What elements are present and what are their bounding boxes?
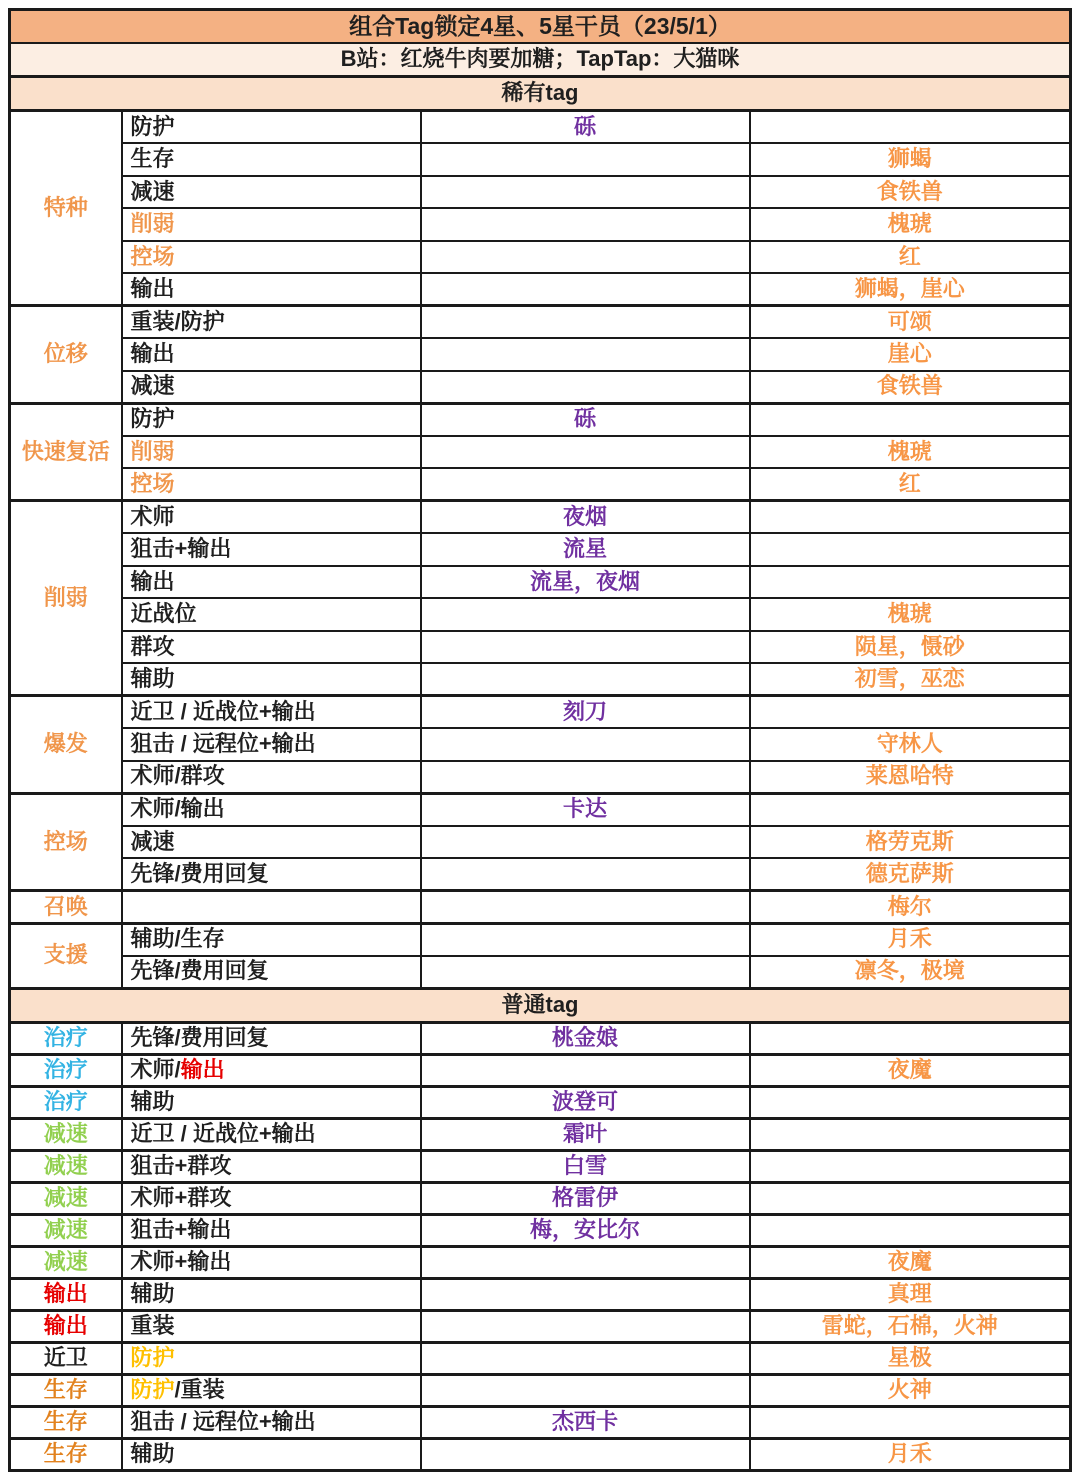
tag-cell — [122, 273, 421, 306]
table-row — [10, 1374, 1071, 1406]
table-row — [10, 111, 1071, 144]
tag-text: 近卫 / 近战位+输出 — [130, 698, 316, 724]
table-row — [10, 468, 1071, 501]
tag-text: 狙击+输出 — [130, 1216, 232, 1242]
tag-cell — [122, 793, 421, 826]
table-row — [10, 1342, 1071, 1374]
category-cell: 减速 — [10, 1118, 122, 1150]
tag-text: 生存 — [130, 146, 175, 172]
table-row — [10, 826, 1071, 859]
star5-operators-cell: 雷蛇，石棉，火神 — [750, 1310, 1071, 1342]
star5-operators-cell — [750, 1182, 1071, 1214]
table-row — [10, 566, 1071, 599]
star5-operators-cell — [750, 566, 1071, 599]
tag-cell — [122, 761, 421, 794]
tag-text: 先锋/费用回复 — [130, 860, 269, 886]
category-cell: 生存 — [10, 1438, 122, 1470]
tag-text: 狙击+群攻 — [130, 1152, 232, 1178]
star5-operators-cell: 守林人 — [750, 728, 1071, 761]
star4-operators-cell: 白雪 — [421, 1150, 750, 1182]
tag-cell — [122, 598, 421, 631]
tag-cell — [122, 956, 421, 989]
star5-operators-cell — [750, 403, 1071, 436]
category-cell: 生存 — [10, 1374, 122, 1406]
star4-operators-cell — [421, 1246, 750, 1278]
tag-text: 辅助/生存 — [130, 926, 225, 952]
tag-cell — [122, 176, 421, 209]
category-cell: 召唤 — [10, 891, 122, 924]
star5-operators-cell: 梅尔 — [750, 891, 1071, 924]
tag-text: 防护 — [130, 1376, 175, 1402]
table-row — [10, 176, 1071, 209]
tag-cell — [122, 143, 421, 176]
tag-cell — [122, 403, 421, 436]
star5-operators-cell — [750, 793, 1071, 826]
star5-operators-cell: 可颂 — [750, 306, 1071, 339]
category-cell: 生存 — [10, 1406, 122, 1438]
tag-text: 辅助 — [130, 1440, 175, 1466]
star5-operators-cell: 食铁兽 — [750, 371, 1071, 404]
star4-operators-cell: 梅，安比尔 — [421, 1214, 750, 1246]
tag-cell — [122, 1310, 421, 1342]
star5-operators-cell: 夜魔 — [750, 1246, 1071, 1278]
tag-text: 狙击 / 远程位+输出 — [130, 731, 316, 757]
tag-cell — [122, 111, 421, 144]
tag-text: 输出 — [130, 341, 175, 367]
tag-text: 重装/防护 — [130, 308, 225, 334]
star4-operators-cell: 桃金娘 — [421, 1022, 750, 1054]
star4-operators-cell — [421, 728, 750, 761]
tag-text: 削弱 — [130, 211, 175, 237]
tag-cell — [122, 1086, 421, 1118]
star4-operators-cell: 刻刀 — [421, 696, 750, 729]
star5-operators-cell: 食铁兽 — [750, 176, 1071, 209]
tag-cell — [122, 241, 421, 274]
star5-operators-cell: 月禾 — [750, 923, 1071, 956]
section-header-rare: 稀有tag — [10, 77, 1071, 111]
table-row — [10, 1022, 1071, 1054]
table-row — [10, 956, 1071, 989]
tag-text: 术师/群攻 — [130, 763, 225, 789]
table-row — [10, 436, 1071, 469]
tag-cell — [122, 1374, 421, 1406]
star4-operators-cell — [421, 1438, 750, 1470]
star4-operators-cell: 波登可 — [421, 1086, 750, 1118]
category-cell: 位移 — [10, 306, 122, 404]
table-row — [10, 696, 1071, 729]
rare-tag-rows — [10, 111, 1071, 989]
tag-cell — [122, 468, 421, 501]
table-row — [10, 1246, 1071, 1278]
category-cell: 输出 — [10, 1310, 122, 1342]
tag-cell — [122, 1246, 421, 1278]
star4-operators-cell: 霜叶 — [421, 1118, 750, 1150]
tag-text: 先锋/费用回复 — [130, 1024, 269, 1050]
star5-operators-cell: 夜魔 — [750, 1054, 1071, 1086]
star4-operators-cell — [421, 338, 750, 371]
star5-operators-cell: 狮蝎 — [750, 143, 1071, 176]
tag-cell — [122, 566, 421, 599]
star4-operators-cell — [421, 306, 750, 339]
category-cell: 治疗 — [10, 1054, 122, 1086]
star4-operators-cell — [421, 858, 750, 891]
table-row — [10, 533, 1071, 566]
tag-text: /重装 — [174, 1376, 225, 1402]
table-row — [10, 988, 1071, 1022]
tag-text: 辅助 — [130, 1280, 175, 1306]
star5-operators-cell: 莱恩哈特 — [750, 761, 1071, 794]
tag-text: 输出 — [130, 275, 175, 301]
category-cell: 减速 — [10, 1182, 122, 1214]
star4-operators-cell: 流星 — [421, 533, 750, 566]
category-cell: 减速 — [10, 1150, 122, 1182]
star5-operators-cell: 红 — [750, 468, 1071, 501]
star4-operators-cell — [421, 176, 750, 209]
star4-operators-cell — [421, 371, 750, 404]
star4-operators-cell: 夜烟 — [421, 501, 750, 534]
star5-operators-cell — [750, 111, 1071, 144]
star4-operators-cell — [421, 468, 750, 501]
star4-operators-cell — [421, 273, 750, 306]
table-row — [10, 923, 1071, 956]
star5-operators-cell: 槐琥 — [750, 208, 1071, 241]
star4-operators-cell: 流星，夜烟 — [421, 566, 750, 599]
table-row — [10, 1086, 1071, 1118]
star4-operators-cell — [421, 143, 750, 176]
table-row — [10, 728, 1071, 761]
table-row — [10, 858, 1071, 891]
star5-operators-cell — [750, 501, 1071, 534]
star4-operators-cell — [421, 891, 750, 924]
star4-operators-cell — [421, 208, 750, 241]
category-cell: 治疗 — [10, 1022, 122, 1054]
table-row — [10, 43, 1071, 77]
common-head-section — [10, 988, 1071, 1022]
star5-operators-cell: 真理 — [750, 1278, 1071, 1310]
table-row — [10, 1438, 1071, 1470]
tag-text: 辅助 — [130, 665, 175, 691]
star5-operators-cell: 槐琥 — [750, 436, 1071, 469]
tag-cell — [122, 306, 421, 339]
table-row — [10, 501, 1071, 534]
star5-operators-cell — [750, 1150, 1071, 1182]
star4-operators-cell — [421, 1278, 750, 1310]
category-cell: 特种 — [10, 111, 122, 306]
tag-text: 近战位 — [130, 601, 197, 627]
star5-operators-cell: 凛冬，极境 — [750, 956, 1071, 989]
tag-text: 重装 — [130, 1312, 175, 1338]
tag-cell — [122, 371, 421, 404]
star4-operators-cell: 杰西卡 — [421, 1406, 750, 1438]
star5-operators-cell: 红 — [750, 241, 1071, 274]
tag-cell — [122, 923, 421, 956]
table-row — [10, 338, 1071, 371]
star5-operators-cell: 月禾 — [750, 1438, 1071, 1470]
star4-operators-cell — [421, 598, 750, 631]
tag-cell — [122, 501, 421, 534]
table-row — [10, 1214, 1071, 1246]
tag-text: 削弱 — [130, 438, 175, 464]
category-cell: 快速复活 — [10, 403, 122, 501]
table-head-section — [10, 10, 1071, 111]
tag-cell — [122, 338, 421, 371]
star4-operators-cell — [421, 761, 750, 794]
tag-text: 减速 — [130, 178, 175, 204]
tag-text: 辅助 — [130, 1088, 175, 1114]
star5-operators-cell: 火神 — [750, 1374, 1071, 1406]
category-cell: 减速 — [10, 1214, 122, 1246]
star4-operators-cell — [421, 631, 750, 664]
star5-operators-cell: 槐琥 — [750, 598, 1071, 631]
tag-cell — [122, 1054, 421, 1086]
star5-operators-cell: 德克萨斯 — [750, 858, 1071, 891]
star5-operators-cell: 格劳克斯 — [750, 826, 1071, 859]
table-row — [10, 761, 1071, 794]
table-row — [10, 1182, 1071, 1214]
tag-text: 狙击+输出 — [130, 536, 232, 562]
tag-text: 术师/输出 — [130, 796, 225, 822]
tag-text: 防护 — [130, 1344, 175, 1370]
star4-operators-cell — [421, 1310, 750, 1342]
table-row — [10, 208, 1071, 241]
star5-operators-cell — [750, 1406, 1071, 1438]
tag-cell — [122, 208, 421, 241]
table-row — [10, 793, 1071, 826]
star4-operators-cell — [421, 923, 750, 956]
table-row — [10, 1310, 1071, 1342]
star4-operators-cell — [421, 1342, 750, 1374]
star5-operators-cell — [750, 1086, 1071, 1118]
star5-operators-cell — [750, 1118, 1071, 1150]
star5-operators-cell: 星极 — [750, 1342, 1071, 1374]
recruit-tag-table — [8, 8, 1072, 1472]
table-row — [10, 1118, 1071, 1150]
star4-operators-cell — [421, 436, 750, 469]
tag-text: 术师+群攻 — [130, 1184, 232, 1210]
tag-text: 近卫 / 近战位+输出 — [130, 1120, 316, 1146]
category-cell: 控场 — [10, 793, 122, 891]
tag-cell — [122, 631, 421, 664]
star4-operators-cell — [421, 1374, 750, 1406]
tag-cell — [122, 1278, 421, 1310]
tag-cell — [122, 1214, 421, 1246]
star5-operators-cell — [750, 1022, 1071, 1054]
tag-cell — [122, 1150, 421, 1182]
tag-cell — [122, 436, 421, 469]
category-cell: 治疗 — [10, 1086, 122, 1118]
star4-operators-cell: 卡达 — [421, 793, 750, 826]
table-row — [10, 77, 1071, 111]
table-row — [10, 1406, 1071, 1438]
tag-cell — [122, 1438, 421, 1470]
star5-operators-cell: 陨星，慑砂 — [750, 631, 1071, 664]
table-row — [10, 631, 1071, 664]
category-cell: 支援 — [10, 923, 122, 988]
table-row — [10, 1150, 1071, 1182]
star4-operators-cell — [421, 241, 750, 274]
tag-text: 防护 — [130, 406, 175, 432]
star4-operators-cell — [421, 826, 750, 859]
table-row — [10, 891, 1071, 924]
tag-cell — [122, 663, 421, 696]
star4-operators-cell — [421, 1054, 750, 1086]
star4-operators-cell: 砾 — [421, 111, 750, 144]
section-header-common: 普通tag — [10, 988, 1071, 1022]
tag-text: 狙击 / 远程位+输出 — [130, 1408, 316, 1434]
star5-operators-cell — [750, 696, 1071, 729]
table-row — [10, 273, 1071, 306]
table-row — [10, 663, 1071, 696]
star5-operators-cell: 崖心 — [750, 338, 1071, 371]
tag-text: 减速 — [130, 373, 175, 399]
star5-operators-cell: 初雪，巫恋 — [750, 663, 1071, 696]
tag-cell — [122, 696, 421, 729]
table-row — [10, 10, 1071, 44]
table-row — [10, 371, 1071, 404]
category-cell: 近卫 — [10, 1342, 122, 1374]
tag-cell — [122, 826, 421, 859]
table-row — [10, 143, 1071, 176]
tag-text: 术师 — [130, 503, 175, 529]
tag-cell — [122, 1182, 421, 1214]
credits-line: B站：红烧牛肉要加糖；TapTap：大猫咪 — [10, 43, 1071, 77]
tag-cell — [122, 728, 421, 761]
common-tag-rows — [10, 1022, 1071, 1470]
star4-operators-cell: 砾 — [421, 403, 750, 436]
tag-text: 控场 — [130, 470, 175, 496]
star4-operators-cell — [421, 956, 750, 989]
recruit-tag-table-wrapper — [8, 8, 1072, 1472]
star4-operators-cell: 格雷伊 — [421, 1182, 750, 1214]
tag-cell — [122, 1118, 421, 1150]
table-row — [10, 306, 1071, 339]
tag-text: 术师+输出 — [130, 1248, 232, 1274]
star4-operators-cell — [421, 663, 750, 696]
tag-text: 减速 — [130, 828, 175, 854]
table-row — [10, 598, 1071, 631]
tag-text: 防护 — [130, 113, 175, 139]
tag-cell — [122, 533, 421, 566]
category-cell: 输出 — [10, 1278, 122, 1310]
tag-cell — [122, 1022, 421, 1054]
category-cell: 减速 — [10, 1246, 122, 1278]
table-row — [10, 1278, 1071, 1310]
category-cell: 削弱 — [10, 501, 122, 696]
tag-text: 输出 — [130, 568, 175, 594]
category-cell: 爆发 — [10, 696, 122, 794]
star5-operators-cell — [750, 533, 1071, 566]
star5-operators-cell: 狮蝎，崖心 — [750, 273, 1071, 306]
tag-text: 先锋/费用回复 — [130, 958, 269, 984]
table-row — [10, 241, 1071, 274]
tag-text: 术师/ — [130, 1056, 181, 1082]
tag-text: 输出 — [180, 1056, 225, 1082]
star5-operators-cell — [750, 1214, 1071, 1246]
tag-cell — [122, 1342, 421, 1374]
table-row — [10, 1054, 1071, 1086]
tag-text: 群攻 — [130, 633, 175, 659]
table-row — [10, 403, 1071, 436]
page-title: 组合Tag锁定4星、5星干员（23/5/1） — [10, 10, 1071, 44]
tag-cell — [122, 1406, 421, 1438]
tag-cell — [122, 858, 421, 891]
tag-text: 控场 — [130, 243, 175, 269]
tag-cell — [122, 891, 421, 924]
